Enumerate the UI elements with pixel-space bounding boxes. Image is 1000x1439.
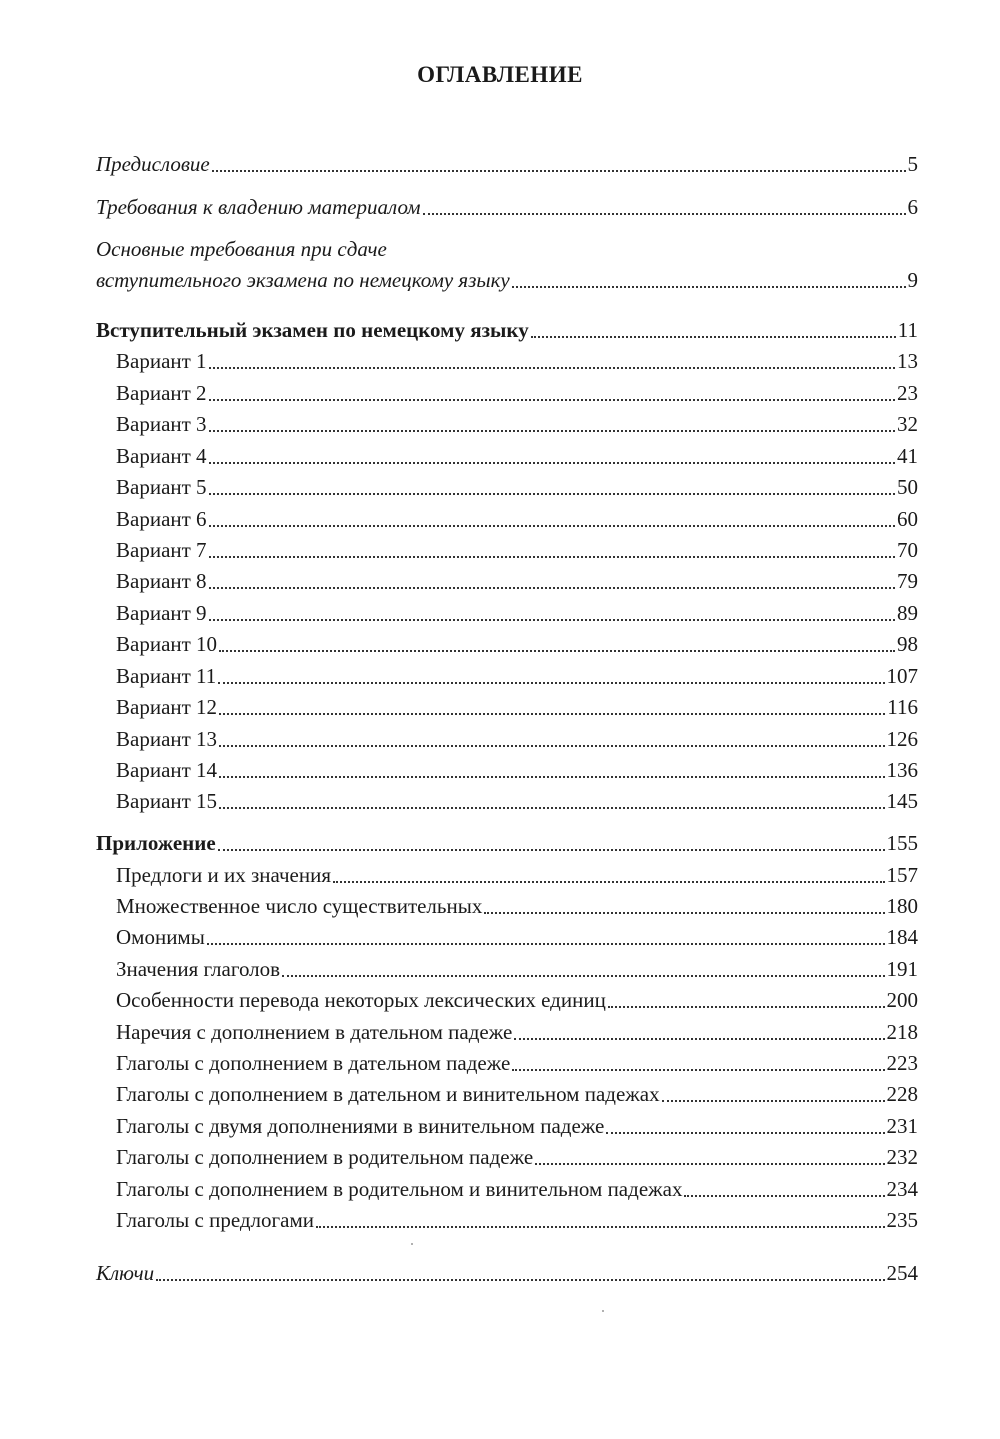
scan-speck <box>602 1310 604 1312</box>
dot-leader <box>531 316 896 344</box>
toc-entry-label: Требования к владению материалом <box>96 195 421 219</box>
toc-entry-appendix-4[interactable] <box>116 955 918 983</box>
toc-entry-appendix-10[interactable] <box>116 1143 918 1171</box>
toc-section-appendix[interactable] <box>96 829 918 857</box>
toc-entry-appendix-12[interactable] <box>116 1206 918 1234</box>
toc-entry-label: Особенности перевода некоторых лексических единиц <box>116 988 606 1012</box>
dot-leader <box>156 1259 884 1287</box>
toc-entry-label: Вариант 14 <box>116 758 218 782</box>
toc-entry-variant-8[interactable] <box>116 567 918 595</box>
toc-entry-variant-14[interactable] <box>116 756 918 784</box>
toc-entry-variant-9[interactable] <box>116 599 918 627</box>
toc-entry-label: Вариант 8 <box>116 569 207 593</box>
dot-leader <box>209 410 895 438</box>
toc-entry-page: 235 <box>886 1208 918 1232</box>
dot-leader <box>209 442 895 470</box>
dot-leader <box>209 599 895 627</box>
toc-entry-page: 9 <box>907 268 918 292</box>
toc-entry-appendix-11[interactable] <box>116 1175 918 1203</box>
toc-entry-label: Глаголы с дополнением в дательном и винительном падежах <box>116 1082 660 1106</box>
toc-entry-page: 200 <box>886 988 918 1012</box>
toc-entry-page: 126 <box>886 727 918 751</box>
toc-section-label: Приложение <box>96 831 216 855</box>
toc-entry-page: 145 <box>886 789 918 813</box>
toc-entry-page: 218 <box>886 1020 918 1044</box>
dot-leader <box>333 861 885 889</box>
toc-entry-variant-6[interactable] <box>116 505 918 533</box>
dot-leader <box>514 1018 884 1046</box>
toc-entry-page: 228 <box>886 1082 918 1106</box>
toc-entry-label: Вариант 5 <box>116 475 207 499</box>
toc-entry-appendix-5[interactable] <box>116 986 918 1014</box>
toc-entry-label: Вариант 15 <box>116 789 218 813</box>
toc-entry-label: Множественное число существительных <box>116 894 483 918</box>
dot-leader <box>209 567 895 595</box>
dot-leader <box>662 1080 885 1108</box>
toc-entry-appendix-2[interactable] <box>116 892 918 920</box>
dot-leader <box>484 892 884 920</box>
toc-section-exam[interactable] <box>96 316 918 344</box>
toc-entry-page: 116 <box>887 695 918 719</box>
toc-entry-page: 107 <box>886 664 918 688</box>
toc-entry-variant-13[interactable] <box>116 725 918 753</box>
toc-entry-label: Ключи <box>96 1261 155 1285</box>
toc-entry-variant-5[interactable] <box>116 473 918 501</box>
toc-entry-variant-4[interactable] <box>116 442 918 470</box>
toc-entry-page: 136 <box>886 758 918 782</box>
toc-entry-label: вступительного экзамена по немецкому языку <box>96 268 510 292</box>
toc-entry-page: 157 <box>886 863 918 887</box>
toc-entry-page: 41 <box>897 444 918 468</box>
toc-entry-requirements-exam[interactable] <box>96 266 918 294</box>
toc-entry-page: 254 <box>886 1261 918 1285</box>
toc-entry-variant-3[interactable] <box>116 410 918 438</box>
toc-entry-label: Омонимы <box>116 925 205 949</box>
toc-entry-label: Значения глаголов <box>116 957 281 981</box>
dot-leader <box>423 193 906 221</box>
toc-entry-page: 98 <box>897 632 918 656</box>
toc-entry-label: Вариант 10 <box>116 632 218 656</box>
toc-entry-label: Глаголы с дополнением в родительном и винительном падежах <box>116 1177 683 1201</box>
dot-leader <box>219 693 885 721</box>
toc-entry-page: 70 <box>897 538 918 562</box>
dot-leader <box>218 829 885 857</box>
toc-entry-appendix-6[interactable] <box>116 1018 918 1046</box>
toc-entry-requirements-mastery[interactable] <box>96 193 918 221</box>
dot-leader <box>218 662 884 690</box>
toc-entry-label: Вариант 9 <box>116 601 207 625</box>
toc-entry-page: 191 <box>886 957 918 981</box>
dot-leader <box>209 473 895 501</box>
toc-entry-page: 60 <box>897 507 918 531</box>
toc-entry-label: Наречия с дополнением в дательном падеже <box>116 1020 513 1044</box>
toc-entry-label: Глаголы с предлогами <box>116 1208 314 1232</box>
toc-entry-page: 231 <box>886 1114 918 1138</box>
dot-leader <box>209 347 895 375</box>
toc-entry-label: Глаголы с дополнением в родительном падеже <box>116 1145 534 1169</box>
dot-leader <box>219 756 884 784</box>
toc-entry-page: 23 <box>897 381 918 405</box>
toc-entry-appendix-8[interactable] <box>116 1080 918 1108</box>
toc-entry-preface[interactable] <box>96 150 918 178</box>
dot-leader <box>282 955 884 983</box>
dot-leader <box>512 1049 884 1077</box>
toc-entry-page: 223 <box>886 1051 918 1075</box>
toc-entry-label: Вариант 4 <box>116 444 207 468</box>
toc-entry-variant-10[interactable] <box>116 630 918 658</box>
toc-entry-page: 184 <box>886 925 918 949</box>
toc-entry-appendix-7[interactable] <box>116 1049 918 1077</box>
toc-entry-label: Вариант 7 <box>116 538 207 562</box>
dot-leader <box>608 986 885 1014</box>
toc-entry-page: 180 <box>886 894 918 918</box>
toc-entry-label: Предисловие <box>96 152 210 176</box>
dot-leader <box>219 630 895 658</box>
dot-leader <box>207 923 885 951</box>
dot-leader <box>209 536 895 564</box>
dot-leader <box>535 1143 884 1171</box>
toc-entry-label: Глаголы с двумя дополнениями в винительном падеже <box>116 1114 605 1138</box>
dot-leader <box>684 1175 884 1203</box>
toc-entry-variant-12[interactable] <box>116 693 918 721</box>
toc-entry-label: Вариант 2 <box>116 381 207 405</box>
toc-entry-variant-11[interactable] <box>116 662 918 690</box>
toc-entry-variant-2[interactable] <box>116 379 918 407</box>
page-title: ОГЛАВЛЕНИЕ <box>417 62 583 87</box>
toc-entry-variant-7[interactable] <box>116 536 918 564</box>
scan-speck <box>411 1243 413 1245</box>
toc-entry-appendix-9[interactable] <box>116 1112 918 1140</box>
toc-entry-label: Предлоги и их значения <box>116 863 331 887</box>
dot-leader <box>209 379 895 407</box>
toc-entry-page: 13 <box>897 349 918 373</box>
toc-entry-page: 155 <box>886 831 918 855</box>
toc-entry-label: Вариант 3 <box>116 412 207 436</box>
toc-entry-appendix-3[interactable] <box>116 923 918 951</box>
toc-entry-label: Вариант 12 <box>116 695 218 719</box>
toc-entry-page: 6 <box>907 195 918 219</box>
toc-entry-page: 11 <box>897 318 918 342</box>
toc-entry-page: 79 <box>897 569 918 593</box>
toc-entry-page: 32 <box>897 412 918 436</box>
toc-entry-label: Глаголы с дополнением в дательном падеже <box>116 1051 511 1075</box>
toc-entry-label: Вариант 1 <box>116 349 207 373</box>
dot-leader <box>219 787 884 815</box>
toc-entry-label: Вариант 6 <box>116 507 207 531</box>
toc-entry-variant-1[interactable] <box>116 347 918 375</box>
toc-entry-label: Вариант 13 <box>116 727 218 751</box>
dot-leader <box>606 1112 884 1140</box>
toc-entry-page: 232 <box>886 1145 918 1169</box>
dot-leader <box>209 505 895 533</box>
toc-entry-page: 5 <box>907 152 918 176</box>
toc-entry-page: 234 <box>886 1177 918 1201</box>
toc-entry-label: Вариант 11 <box>116 664 217 688</box>
dot-leader <box>219 725 884 753</box>
dot-leader <box>512 266 906 294</box>
dot-leader <box>212 150 906 178</box>
toc-entry-page: 50 <box>897 475 918 499</box>
toc-entry-requirements-line1: Основные требования при сдаче <box>96 237 387 261</box>
toc-entry-variant-15[interactable] <box>116 787 918 815</box>
toc-section-label: Вступительный экзамен по немецкому языку <box>96 318 529 342</box>
toc-entry-page: 89 <box>897 601 918 625</box>
dot-leader <box>316 1206 885 1234</box>
toc-entry-appendix-1[interactable] <box>116 861 918 889</box>
toc-entry-keys[interactable] <box>96 1259 918 1287</box>
